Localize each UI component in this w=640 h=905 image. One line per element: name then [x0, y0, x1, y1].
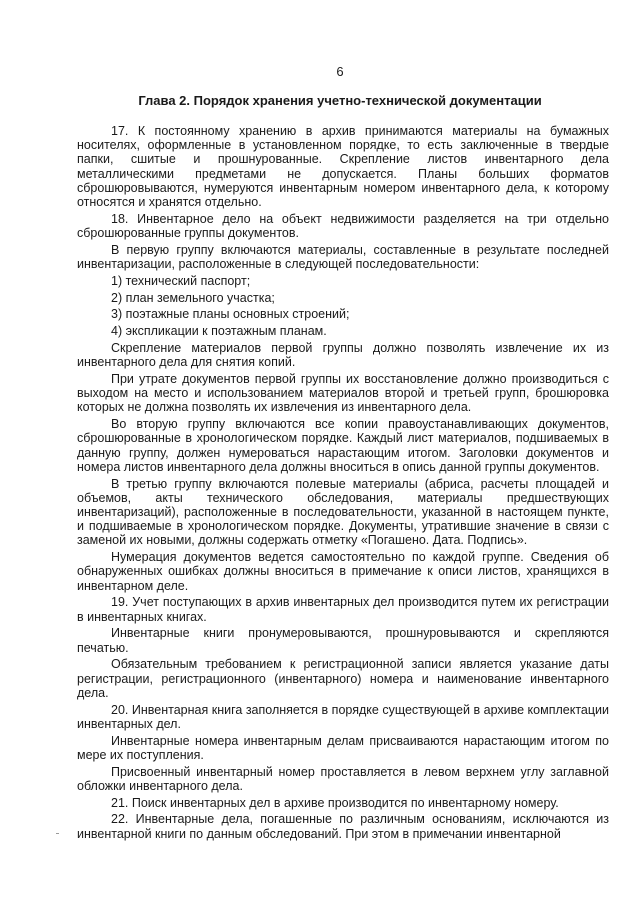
paragraph-numbering: Нумерация документов ведется самостоятельно по каждой группе. Сведения об обнаруженных ошибках должны вноситься в примечание к описи листов, хранящихся в инвентарном деле. — [77, 550, 609, 593]
body-text — [77, 124, 609, 841]
paragraph-second-group: Во вторую группу включаются все копии правоустанавливающих документов, сброшюрованные в хронологическом порядке. Каждый лист материалов, подшиваемых в данную группу, должен нумероваться нарастающим итогом. Заголовки документов и номера листов инвентарного дела должны вноситься в опись данной группы документов. — [77, 417, 609, 474]
paragraph-18: 18. Инвентарное дело на объект недвижимости разделяется на три отдельно сброшюрованные группы документов. — [77, 211, 609, 241]
paragraph-first-group: В первую группу включаются материалы, составленные в результате последней инвентаризации, расположенные в следующей последовательности: — [77, 242, 609, 272]
paragraph-number-placement: Присвоенный инвентарный номер проставляется в левом верхнем углу заглавной обложки инвентарного дела. — [77, 764, 609, 793]
paragraph-19: 19. Учет поступающих в архив инвентарных дел производится путем их регистрации в инвентарных книгах. — [77, 595, 609, 624]
paragraph-loss-restore: При утрате документов первой группы их восстановление должно производиться с выходом на место и использованием материалов второй и третьей групп, брошюровка которых не должна позволять их извлечения из инвентарного дела. — [77, 372, 609, 415]
paragraph-20: 20. Инвентарная книга заполняется в порядке существующей в архиве комплектации инвентарных дел. — [77, 702, 609, 731]
list-item-2: 2) план земельного участка; — [111, 290, 275, 305]
paragraph-books-seal: Инвентарные книги пронумеровываются, прошнуровываются и скрепляются печатью. — [77, 626, 609, 655]
paragraph-21: 21. Поиск инвентарных дел в архиве производится по инвентарному номеру. — [111, 795, 559, 810]
paragraph-inventory-numbers: Инвентарные номера инвентарным делам присваиваются нарастающим итогом по мере их поступления. — [77, 733, 609, 762]
paragraph-first-group-binding: Скрепление материалов первой группы должно позволять извлечение их из инвентарного дела для снятия копий. — [77, 341, 609, 370]
list-item-3: 3) поэтажные планы основных строений; — [111, 307, 350, 322]
page-number: 6 — [336, 64, 344, 79]
paragraph-third-group: В третью группу включаются полевые материалы (абриса, расчеты площадей и объемов, акты технического обследования, материалы предшествующих инвентаризаций), расположенные в последовательности, указанной в настоящем пункте, и подшиваемые в хронологическом порядке. Документы, утратившие значение в связи с заменой их новыми, должны содержать отметку «Погашено. Дата. Подпись». — [77, 476, 609, 548]
list-item-4: 4) экспликации к поэтажным планам. — [111, 324, 327, 339]
paragraph-22: 22. Инвентарные дела, погашенные по различным основаниям, исключаются из инвентарной книги по данным обследований. При этом в примечании инвентарной — [77, 812, 609, 841]
paragraph-registration-req: Обязательным требованием к регистрационной записи является указание даты регистрации, регистрационного (инвентарного) номера и наименование инвентарного дела. — [77, 657, 609, 700]
margin-mark — [56, 833, 59, 834]
list-item-1: 1) технический паспорт; — [111, 273, 251, 288]
paragraph-17: 17. К постоянному хранению в архив принимаются материалы на бумажных носителях, оформленные в установленном порядке, то есть заключенные в твердые папки, сшитые и прошнурованные. Скрепление листов инвентарного дела металлическими предметами не допускается. Планы больших форматов сброшюровываются, нумеруются инвентарным номером инвентарного дела, к которому относятся и хранятся отдельно. — [77, 124, 609, 210]
chapter-title: Глава 2. Порядок хранения учетно-технической документации — [138, 93, 542, 108]
